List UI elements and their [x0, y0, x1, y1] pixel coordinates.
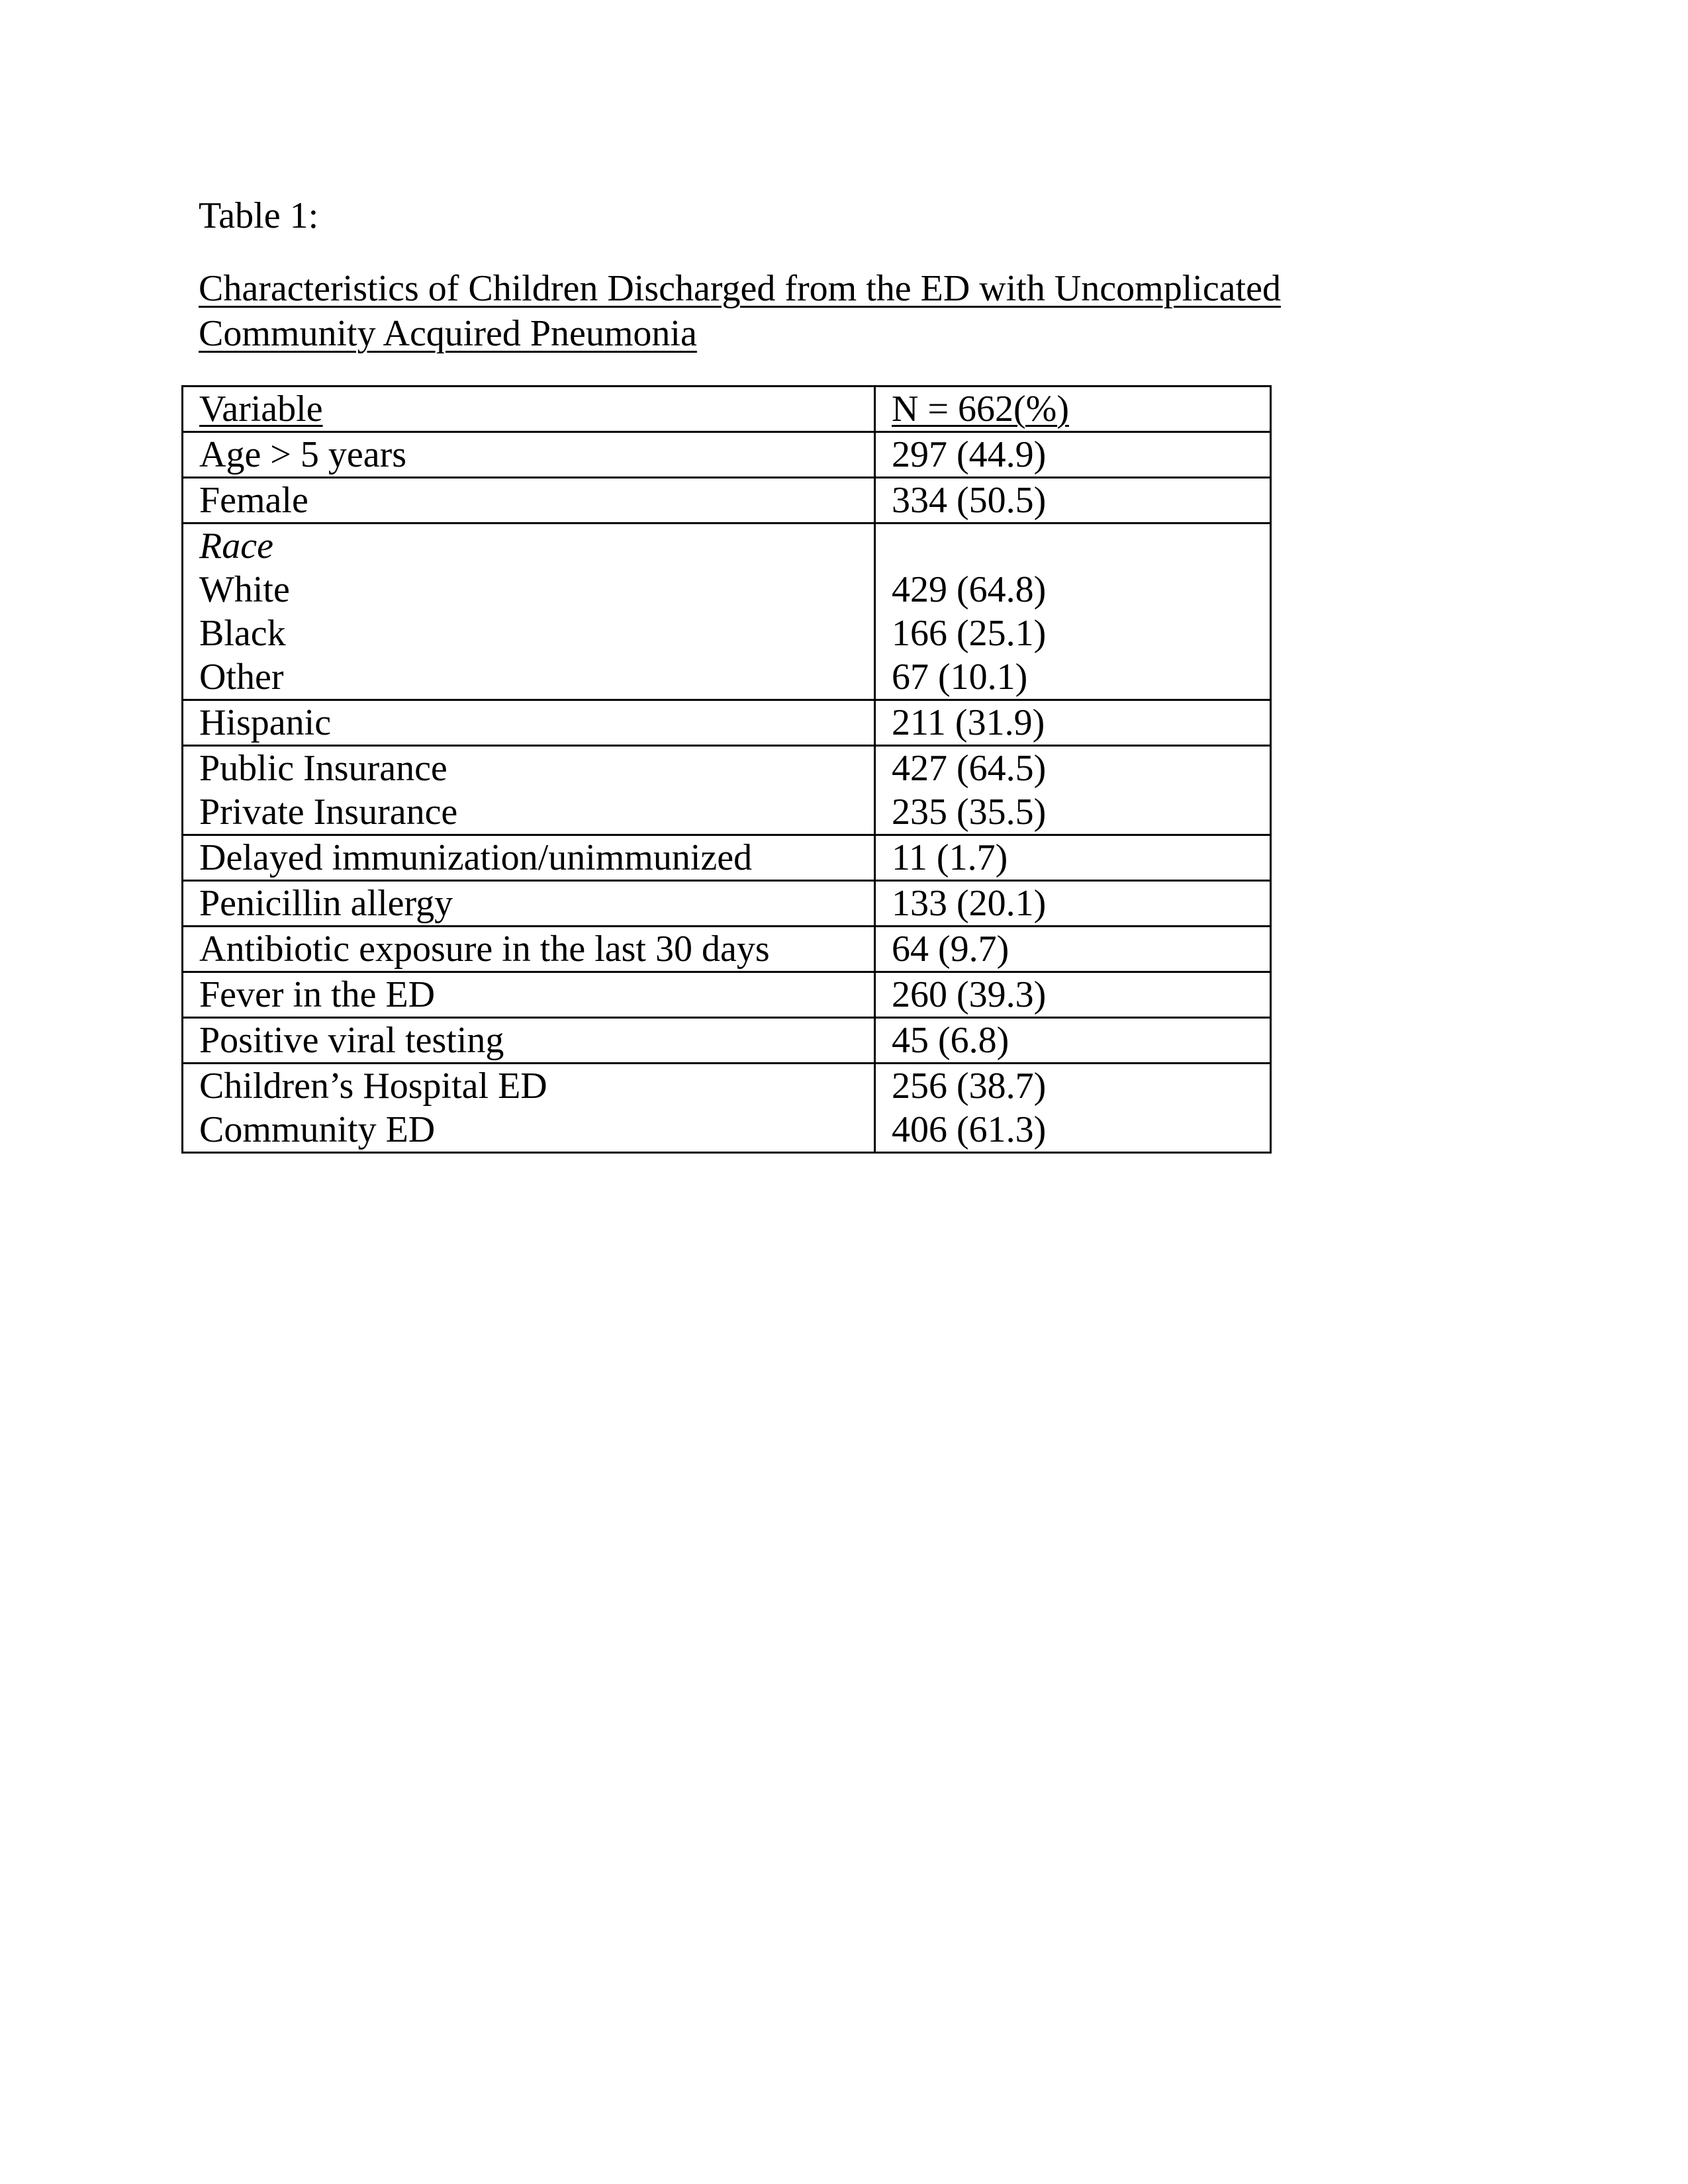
table-row	[183, 881, 1271, 927]
race-values-cell	[875, 523, 1271, 700]
header-variable-cell	[183, 387, 875, 432]
row-label: Age > 5 years	[183, 432, 875, 478]
setting-labels-cell	[183, 1064, 875, 1153]
community-ed-label: Community ED	[199, 1109, 436, 1150]
private-insurance-label: Private Insurance	[199, 792, 458, 833]
row-label: Penicillin allergy	[183, 881, 875, 927]
caption-line-2: Community Acquired Pneumonia	[199, 313, 697, 354]
table-row	[183, 1018, 1271, 1064]
row-label: Antibiotic exposure in the last 30 days	[183, 927, 875, 972]
row-value: 297 (44.9)	[875, 432, 1271, 478]
insurance-values-cell	[875, 746, 1271, 835]
row-label: Female	[183, 478, 875, 523]
header-variable: Variable	[199, 388, 323, 430]
race-other-label: Other	[199, 657, 284, 698]
row-value: 11 (1.7)	[875, 835, 1271, 881]
header-n-cell	[875, 387, 1271, 432]
row-label: Fever in the ED	[183, 972, 875, 1018]
row-value: 260 (39.3)	[875, 972, 1271, 1018]
row-value: 334 (50.5)	[875, 478, 1271, 523]
table-row	[183, 1064, 1271, 1153]
race-black-label: Black	[199, 613, 286, 654]
public-insurance-value: 427 (64.5)	[892, 748, 1047, 789]
header-n: N = 662(%)	[892, 388, 1069, 430]
table-row	[183, 746, 1271, 835]
childrens-hospital-value: 256 (38.7)	[892, 1066, 1047, 1107]
table-caption	[199, 266, 1281, 356]
public-insurance-label: Public Insurance	[199, 748, 447, 789]
row-value: 45 (6.8)	[875, 1018, 1271, 1064]
table-row	[183, 835, 1271, 881]
race-black-value: 166 (25.1)	[892, 613, 1047, 654]
table-row	[183, 432, 1271, 478]
row-value: 133 (20.1)	[875, 881, 1271, 927]
private-insurance-value: 235 (35.5)	[892, 792, 1047, 833]
setting-values-cell	[875, 1064, 1271, 1153]
childrens-hospital-label: Children’s Hospital ED	[199, 1066, 547, 1107]
insurance-labels-cell	[183, 746, 875, 835]
race-white-value: 429 (64.8)	[892, 569, 1047, 610]
characteristics-table	[181, 385, 1272, 1154]
caption-line-1: Characteristics of Children Discharged from the ED with Uncomplicated	[199, 268, 1281, 309]
row-value: 211 (31.9)	[875, 700, 1271, 746]
race-heading: Race	[199, 525, 273, 567]
row-label: Hispanic	[183, 700, 875, 746]
table-row	[183, 927, 1271, 972]
table-row	[183, 478, 1271, 523]
row-label: Delayed immunization/unimmunized	[183, 835, 875, 881]
table-row	[183, 972, 1271, 1018]
table-row	[183, 700, 1271, 746]
table-row	[183, 523, 1271, 700]
table-label: Table 1:	[199, 195, 319, 236]
race-white-label: White	[199, 569, 290, 610]
table-header-row	[183, 387, 1271, 432]
community-ed-value: 406 (61.3)	[892, 1109, 1047, 1150]
race-labels-cell	[183, 523, 875, 700]
race-other-value: 67 (10.1)	[892, 657, 1028, 698]
row-label: Positive viral testing	[183, 1018, 875, 1064]
row-value: 64 (9.7)	[875, 927, 1271, 972]
